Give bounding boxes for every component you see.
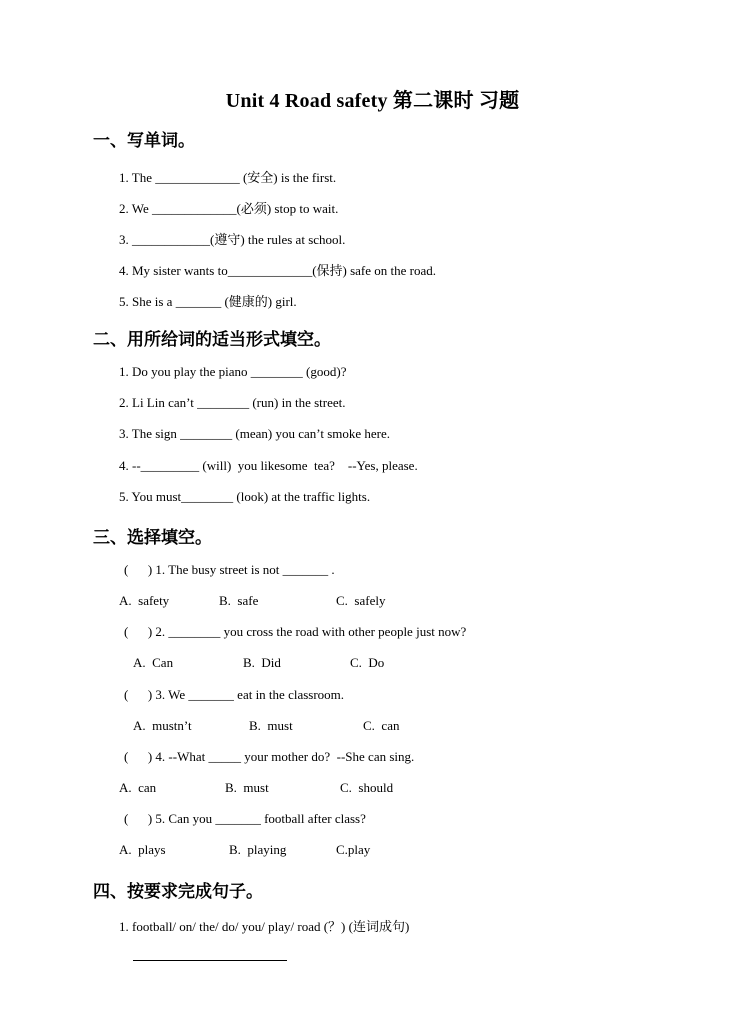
section-2-item-5: 5. You must________ (look) at the traffic lights. [119, 489, 371, 504]
section-3-question-2-option-c: C. Do [350, 655, 385, 670]
section-2-item-2: 2. Li Lin can’t ________ (run) in the street. [119, 395, 346, 410]
section-3-question-2-option-a: A. Can [133, 655, 174, 670]
section-2-item-3: 3. The sign ________ (mean) you can’t smoke here. [119, 426, 391, 441]
section-1-item-2: 2. We _____________(必须) stop to wait. [119, 201, 339, 216]
section-2-heading: 二、用所给词的适当形式填空。 [93, 330, 331, 350]
section-3-question-1-option-b: B. safe [219, 593, 259, 608]
section-3-question-3-option-b: B. must [249, 718, 293, 733]
section-3-question-3-option-a: A. mustn’t [133, 718, 192, 733]
section-2-item-4: 4. --_________ (will) you likesome tea? --Yes, please. [119, 458, 418, 473]
section-1-item-3: 3. ____________(遵守) the rules at school. [119, 232, 346, 247]
section-3-question-5-option-a: A. plays [119, 842, 166, 857]
section-3-question-2-option-b: B. Did [243, 655, 281, 670]
section-3-question-5-stem: ( ) 5. Can you _______ football after class? [124, 811, 366, 826]
section-3-question-4-option-c: C. should [340, 780, 394, 795]
page-title: Unit 4 Road safety 第二课时 习题 [225, 90, 520, 112]
section-3-question-5-option-c: C.play [336, 842, 371, 857]
section-3-heading: 三、选择填空。 [93, 528, 212, 548]
section-3-question-1-stem: ( ) 1. The busy street is not _______ . [124, 562, 335, 577]
section-1-item-1: 1. The _____________ (安全) is the first. [119, 170, 337, 185]
section-3-question-1-option-c: C. safely [336, 593, 386, 608]
section-4-item-1: 1. football/ on/ the/ do/ you/ play/ road (？) (连词成句) [119, 919, 410, 934]
section-1-item-5: 5. She is a _______ (健康的) girl. [119, 294, 297, 309]
section-4-heading: 四、按要求完成句子。 [93, 882, 263, 902]
section-3-question-2-stem: ( ) 2. ________ you cross the road with other people just now? [124, 624, 467, 639]
section-3-question-4-stem: ( ) 4. --What _____ your mother do? --She can sing. [124, 749, 415, 764]
section-3-question-1-option-a: A. safety [119, 593, 170, 608]
section-3-question-4-option-a: A. can [119, 780, 157, 795]
section-3-question-4-option-b: B. must [225, 780, 269, 795]
section-3-question-3-option-c: C. can [363, 718, 400, 733]
section-2-item-1: 1. Do you play the piano ________ (good)? [119, 364, 347, 379]
section-3-question-3-stem: ( ) 3. We _______ eat in the classroom. [124, 687, 345, 702]
answer-blank-line [133, 960, 287, 961]
section-1-heading: 一、写单词。 [93, 131, 195, 151]
section-3-question-5-option-b: B. playing [229, 842, 287, 857]
section-1-item-4: 4. My sister wants to_____________(保持) safe on the road. [119, 263, 437, 278]
